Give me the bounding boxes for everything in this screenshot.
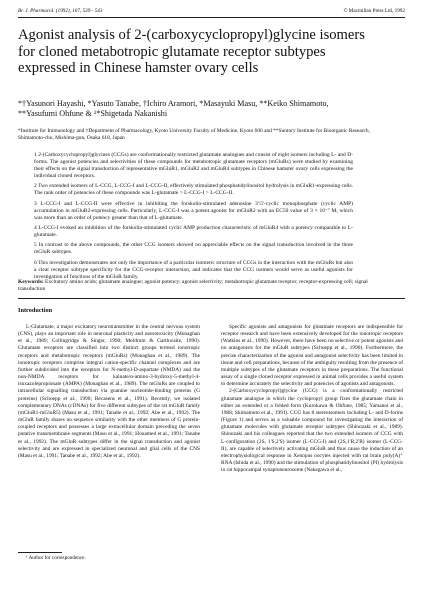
abstract-paragraph-4: 4 L-CCG-I evoked an inhibition of the forskolin-stimulated cyclic AMP production characteristic of mGluR4 with a potency comparable to L-glutamate. <box>34 224 353 239</box>
abstract-bottom-rule <box>18 298 405 299</box>
running-head <box>18 6 405 16</box>
body-paragraph: 2-(Carboxycyclopropyl)glycine (CCG) is a conformationally restricted glutamate analogue in which the cyclopropyl group fixes the glutamate chain in either an extended or a folded form (Kurokawa & Ohfune, 1985; Yamanoi et al., 1988; Shimamoto et al., 1991). CCG has 8 stereoisomers including L- and D-forms (Figure 1) and serves as a valuable compound for investigating the interaction of glutamate molecules with glutamate receptor subtypes (Shinozaki et al., 1989). Shinozaki and his colleagues reported that the two extended isomers of CCG with L-configuration (2S, 1'S,2'S) isomer (L-CCG-I) and (2S,1'R,2'R) isomer (L-CCG-II), are capable of selectively activating mGluR and thus cause the induction of an electrophysiological response in Xenopus oocytes injected with rat brain poly(A)⁺ RNA (Ishida et al., 1990) and the stimulation of phosphatidylinositol (PI) hydrolysis in rat hippocampal synaptoneurosome (Nakagawa et al., <box>221 388 403 474</box>
header-rule <box>18 17 405 18</box>
footnote: ¹ Author for correspondence. <box>26 555 86 561</box>
abstract-paragraph-6: 6 This investigation demonstrates not only the importance of a particular isomeric structure of CCGs in the interaction with the mGluRs but also a clear receptor subtype specificity for the CCG-receptor interaction, and indicates that the CCG isomers would serve as useful agonists for investigation of functions of the mGluR family. <box>34 259 353 280</box>
left-column <box>18 324 200 460</box>
author-list: *†Yasunori Hayashi, *Yasuto Tanabe, †Ichiro Aramori, *Masayuki Masu, **Keiko Shimamoto, **Yasufumi Ohfune & ¹*Shigetada Nakanishi <box>18 99 329 119</box>
abstract-paragraph-3: 3 L-CCG-I and L-CCG-II were effective in inhibiting the forskolin-stimulated adenosine 3':5'-cyclic monophosphate (cyclic AMP) accumulation in mGluR2-expressing cells. Particularly, L-CCG-I was a potent agonist for mGluR2 with an EC50 value of 3 × 10⁻⁷ M, which was more than an order of potency greater than that of L-glutamate. <box>34 200 353 221</box>
abstract <box>34 152 353 284</box>
journal-citation: Br. J. Pharmacol. (1992), 107, 539 - 543 <box>18 8 103 14</box>
keywords-label: Keywords: <box>18 279 44 285</box>
right-column <box>221 324 403 474</box>
keywords-text: Excitatory amino acids; glutamate analogue; agonist potency; agonist selectivity; metabotropic glutamate receptor; receptor-expressing cell; signal transduction <box>18 279 368 292</box>
section-heading-introduction: Introduction <box>18 307 53 314</box>
affiliations: *Institute for Immunology and †Department of Pharmacology, Kyoto University Faculty of Medicine, Kyoto 606 and **Suntory Institute for Bioorganic Research, Shimamoto-cho, Mishima-gun, Osaka 618, Japan <box>18 128 370 142</box>
abstract-paragraph-1: 1 2-(Carboxycyclopropyl)glycines (CCGs) are conformationally restricted glutamate analogues and consist of eight isomers including L- and D-forms. The agonist potencies and selectivities of these compounds for metabotropic glutamate receptors (mGluRs) were studied by examining their effects on the signal transduction of representative mGluR1, mGluR2 and mGluR4 subtypes in Chinese hamster ovary cells expressing the individual cloned receptors. <box>34 152 353 180</box>
body-paragraph: L-Glutamate, a major excitatory neurotransmitter in the central nervous system (CNS), plays an important role in neuronal plasticity and neurotoxicity (Monaghan et al., 1989; Collingridge & Singer, 1990; Meldrum & Garthwaite, 1990). Glutamate receptors are classified into two distinct groups termed ionotropic receptors and metabotropic receptors (mGluRs) (Monaghan et al., 1989). The ionotropic receptors comprise integral cation-specific channel complexes and are further subdivided into the receptors for N-methyl-D-aspartate (NMDA) and the non-NMDA receptors for kainate/α-amino-3-hydroxy-5-methyl-4-isoxazolepropionate (AMPA) (Monaghan et al., 1989). The mGluRs are coupled to intracellular signalling transduction via guanine nucleotide-binding proteins (G proteins) (Schoepp et al., 1990; Récasens et al., 1991). Recently, we isolated complementary DNAs (cDNAs) for five different subtypes of the rat mGluR family (mGluR1-mGluR5) (Masu et al., 1991; Tanabe et al., 1992; Abe et al., 1992). The mGluR family shares no sequence similarity with the other members of G protein-coupled receptors and possesses a large extracellular domain preceding the seven putative transmembrane segments (Masu et al., 1991; Houamed et al., 1991; Tanabe et al., 1992). The mGluR subtypes differ in the signal transduction and agonist selectivity and are expressed in specialized neuronal and glial cells of the CNS (Masu et al., 1991; Tanabe et al., 1992; Abe et al., 1992). <box>18 324 200 459</box>
article-title: Agonist analysis of 2-(carboxycyclopropyl)glycine isomers for cloned metabotropic glutamate receptor subtypes expressed in Chinese hamster ovary cells <box>18 27 365 77</box>
abstract-paragraph-2: 2 Two extended isomers of L-CCG, L-CCG-I and L-CCG-II, effectively stimulated phosphatidylinositol hydrolysis in mGluR1-expressing cells. The rank order of potencies of these compounds was L-glutamate > L-CCG-I > L-CCG-II. <box>34 183 353 197</box>
body-paragraph: Specific agonists and antagonists for glutamate receptors are indispensible for receptor research and have been extensively developed for the ionotropic receptors (Watkins et al., 1990). However, there have been no selective or potent agonists and no antagonists for the mGluR subtypes (Schoepp et al., 1990). Furthermore, the precise characterization of the agonist and antagonist selectivity has been limited in tissue and cell preparations, because of the ambiguity resulting from the presence of multiple subtypes of the glutamate receptors in these preparations. The functional assay of a single cloned receptor expressed in animal cells provides a useful system to determine accurately the selectivity and potencies of agonists and antagonists. <box>221 324 403 388</box>
publisher-copyright: © Macmillan Press Ltd, 1992 <box>343 8 405 14</box>
keywords <box>18 279 375 293</box>
footnote-rule <box>18 552 62 553</box>
abstract-paragraph-5: 5 In contrast to the above compounds, the other CCG isomers showed no appreciable effects on the signal transduction involved in the three mGluR subtypes. <box>34 242 353 256</box>
